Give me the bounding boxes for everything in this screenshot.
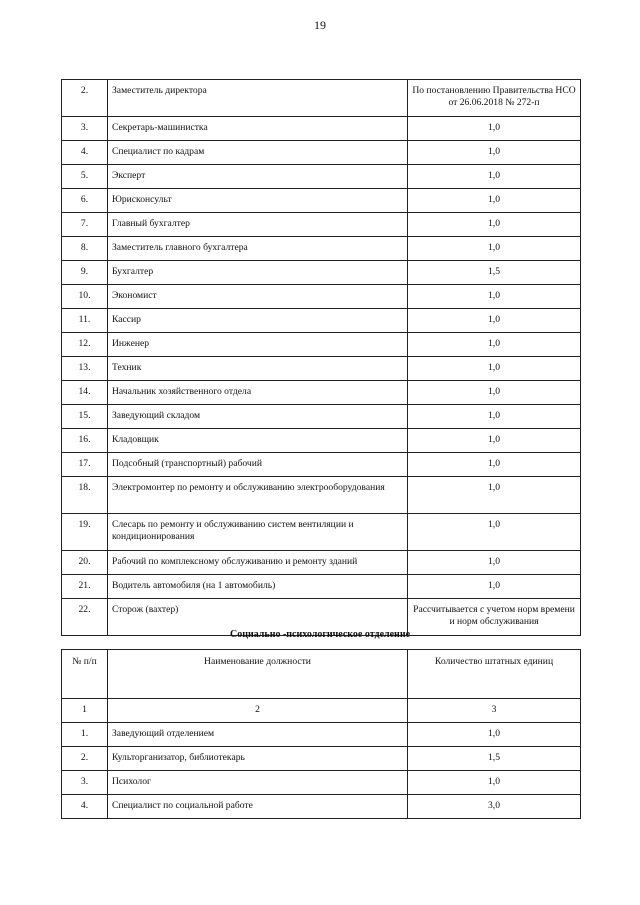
row-number: 18.	[62, 477, 108, 514]
column-index: 3	[408, 699, 581, 723]
row-number: 22.	[62, 599, 108, 636]
staff-units: 1,0	[408, 165, 581, 189]
staff-units: 1,0	[408, 333, 581, 357]
position-name: Начальник хозяйственного отдела	[108, 381, 408, 405]
position-name: Кассир	[108, 309, 408, 333]
position-name: Рабочий по комплексному обслуживанию и ремонту зданий	[108, 551, 408, 575]
table-row	[62, 429, 581, 453]
staff-units: 1,0	[408, 453, 581, 477]
position-name: Кладовщик	[108, 429, 408, 453]
row-number: 16.	[62, 429, 108, 453]
table-row	[62, 575, 581, 599]
row-number: 4.	[62, 795, 108, 819]
staff-units: 1,0	[408, 429, 581, 453]
row-number: 9.	[62, 261, 108, 285]
row-number: 11.	[62, 309, 108, 333]
staff-units: 1,0	[408, 575, 581, 599]
table-row	[62, 333, 581, 357]
staff-units: 1,0	[408, 771, 581, 795]
table-row	[62, 795, 581, 819]
row-number: 3.	[62, 771, 108, 795]
position-name: Специалист по социальной работе	[108, 795, 408, 819]
row-number: 20.	[62, 551, 108, 575]
staff-units: 1,0	[408, 237, 581, 261]
staff-units: 3,0	[408, 795, 581, 819]
position-name: Психолог	[108, 771, 408, 795]
position-name: Электромонтер по ремонту и обслуживанию электрооборудования	[108, 477, 408, 514]
row-number: 15.	[62, 405, 108, 429]
row-number: 8.	[62, 237, 108, 261]
position-name: Подсобный (транспортный) рабочий	[108, 453, 408, 477]
row-number: 4.	[62, 141, 108, 165]
table-row	[62, 80, 581, 117]
row-number: 13.	[62, 357, 108, 381]
position-name: Юрисконсульт	[108, 189, 408, 213]
table-row	[62, 477, 581, 514]
row-number: 17.	[62, 453, 108, 477]
row-number: 5.	[62, 165, 108, 189]
staff-units: 1,0	[408, 285, 581, 309]
table-row	[62, 285, 581, 309]
staff-table-continued	[61, 79, 581, 636]
staff-units: 1,0	[408, 477, 581, 514]
position-name: Заместитель главного бухгалтера	[108, 237, 408, 261]
header-units: Количество штатных единиц	[408, 650, 581, 699]
row-number: 10.	[62, 285, 108, 309]
staff-units: 1,0	[408, 381, 581, 405]
table-header-row	[62, 650, 581, 699]
header-position: Наименование должности	[108, 650, 408, 699]
position-name: Бухгалтер	[108, 261, 408, 285]
table-row	[62, 514, 581, 551]
row-number: 2.	[62, 747, 108, 771]
row-number: 12.	[62, 333, 108, 357]
staff-units: 1,0	[408, 514, 581, 551]
position-name: Водитель автомобиля (на 1 автомобиль)	[108, 575, 408, 599]
position-name: Специалист по кадрам	[108, 141, 408, 165]
staff-units: 1,0	[408, 189, 581, 213]
row-number: 21.	[62, 575, 108, 599]
table-row	[62, 551, 581, 575]
table-row	[62, 381, 581, 405]
table-row	[62, 747, 581, 771]
staff-units: Рассчитывается с учетом норм времени и норм обслуживания	[408, 599, 581, 636]
table-row	[62, 261, 581, 285]
position-name: Сторож (вахтер)	[108, 599, 408, 636]
table-row	[62, 237, 581, 261]
position-name: Главный бухгалтер	[108, 213, 408, 237]
table-row	[62, 213, 581, 237]
staff-units: 1,0	[408, 309, 581, 333]
staff-units: 1,5	[408, 747, 581, 771]
row-number: 3.	[62, 117, 108, 141]
staff-units: 1,0	[408, 723, 581, 747]
table-row	[62, 141, 581, 165]
position-name: Заведующий отделением	[108, 723, 408, 747]
row-number: 1.	[62, 723, 108, 747]
position-name: Техник	[108, 357, 408, 381]
column-index: 1	[62, 699, 108, 723]
table-row	[62, 189, 581, 213]
department-staff-table	[61, 649, 581, 819]
position-name: Инженер	[108, 333, 408, 357]
table-row	[62, 309, 581, 333]
column-index-row	[62, 699, 581, 723]
column-index: 2	[108, 699, 408, 723]
position-name: Заместитель директора	[108, 80, 408, 117]
row-number: 7.	[62, 213, 108, 237]
table-row	[62, 165, 581, 189]
table-row	[62, 771, 581, 795]
section-heading: Социально -психологическое отделение	[229, 629, 411, 640]
staff-units: 1,0	[408, 357, 581, 381]
staff-units: По постановлению Правительства НСО от 26.06.2018 № 272-п	[408, 80, 581, 117]
position-name: Экономист	[108, 285, 408, 309]
table-row	[62, 723, 581, 747]
position-name: Заведующий складом	[108, 405, 408, 429]
page-number: 19	[314, 18, 326, 32]
position-name: Секретарь-машинистка	[108, 117, 408, 141]
position-name: Культорганизатор, библиотекарь	[108, 747, 408, 771]
staff-units: 1,0	[408, 213, 581, 237]
row-number: 2.	[62, 80, 108, 117]
table-row	[62, 453, 581, 477]
staff-units: 1,0	[408, 117, 581, 141]
position-name: Слесарь по ремонту и обслуживанию систем вентиляции и кондиционирования	[108, 514, 408, 551]
table-row	[62, 357, 581, 381]
position-name: Эксперт	[108, 165, 408, 189]
staff-units: 1,5	[408, 261, 581, 285]
staff-units: 1,0	[408, 141, 581, 165]
row-number: 19.	[62, 514, 108, 551]
table-row	[62, 117, 581, 141]
row-number: 14.	[62, 381, 108, 405]
row-number: 6.	[62, 189, 108, 213]
header-number: № п/п	[62, 650, 108, 699]
table-row	[62, 405, 581, 429]
staff-units: 1,0	[408, 405, 581, 429]
staff-units: 1,0	[408, 551, 581, 575]
